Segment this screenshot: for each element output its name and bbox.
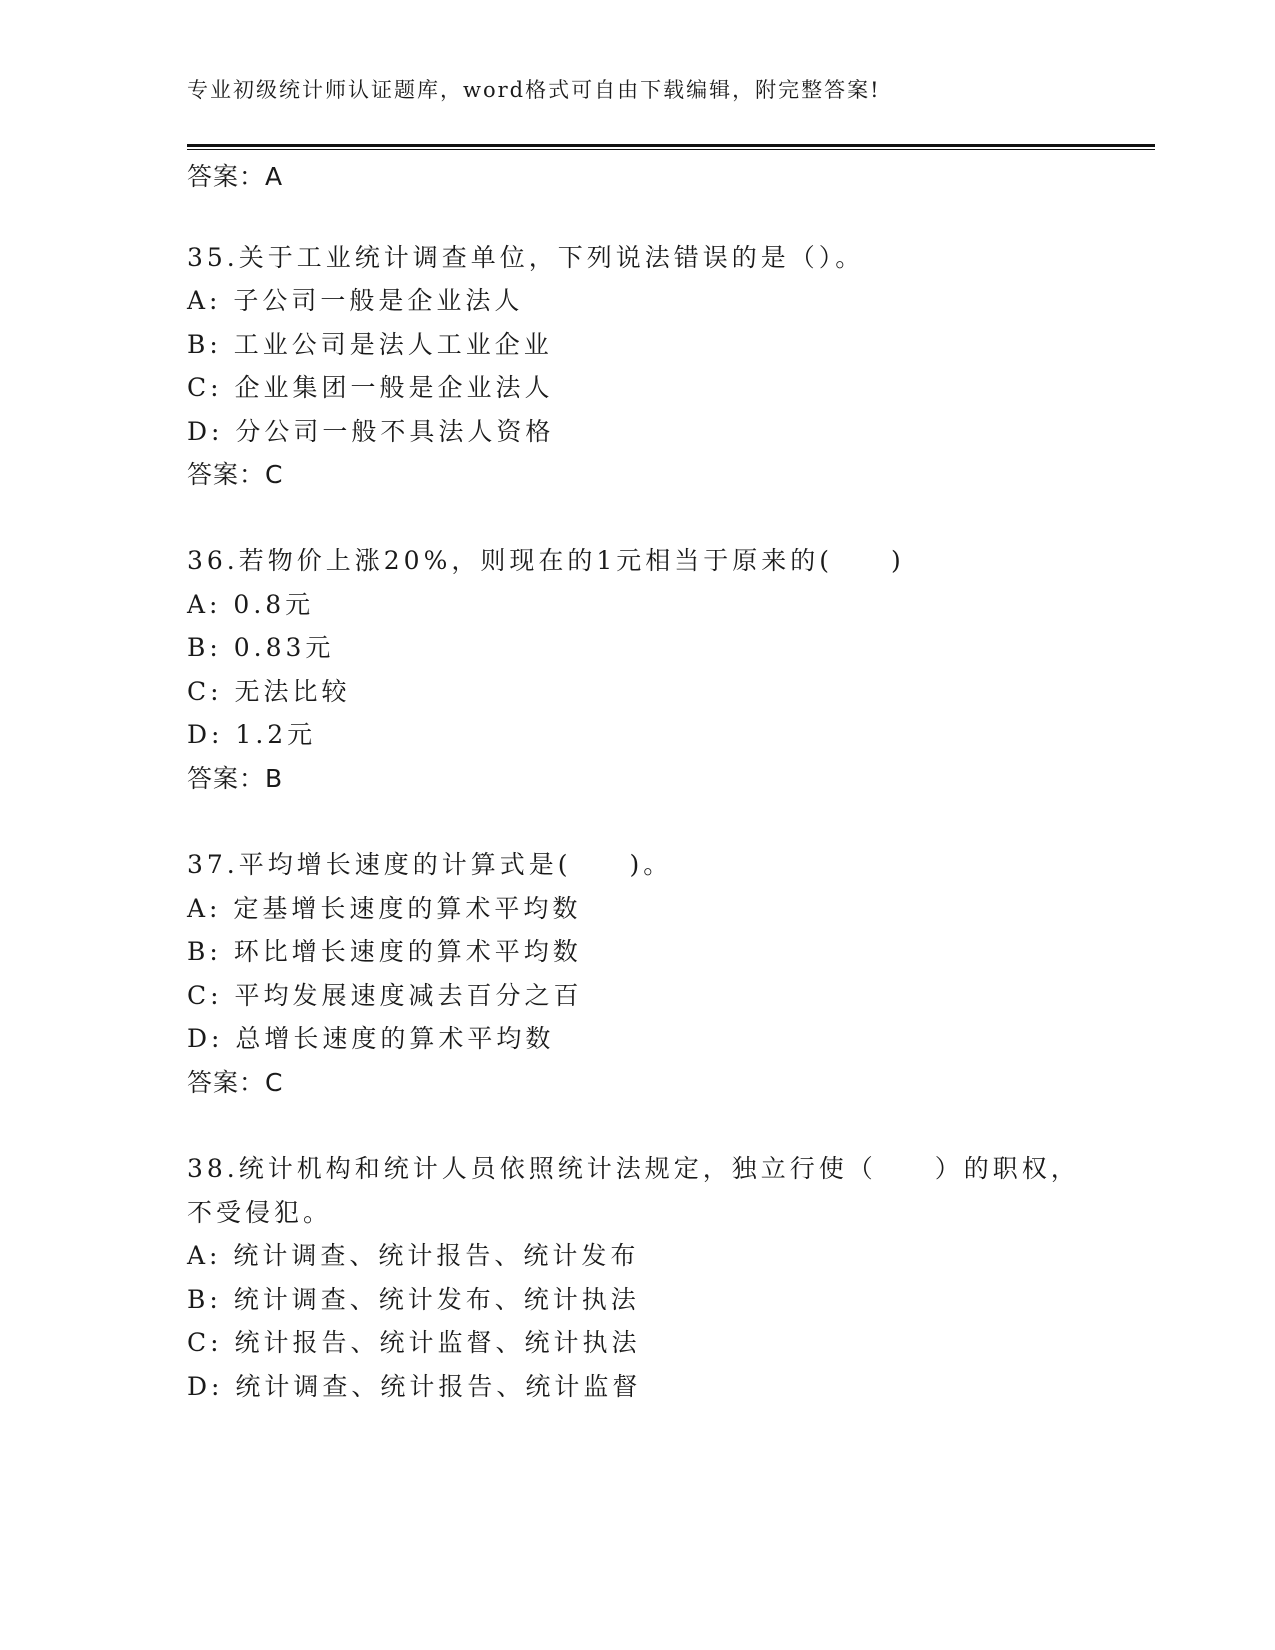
option-35-a: A: 子公司一般是企业法人	[187, 286, 524, 315]
question-36: 36.若物价上涨20%，则现在的1元相当于原来的( )	[187, 546, 905, 575]
option-36-c: C: 无法比较	[187, 677, 351, 706]
option-35-d: D: 分公司一般不具法人资格	[187, 417, 555, 446]
question-38: 38.统计机构和统计人员依照统计法规定，独立行使（ ）的职权，	[187, 1154, 1080, 1183]
answer-line: 答案：A	[187, 162, 284, 191]
header-rule-thick	[187, 144, 1155, 147]
option-38-d: D: 统计调查、统计报告、统计监督	[187, 1372, 642, 1401]
answer-36: 答案：B	[187, 764, 284, 793]
header-note: 专业初级统计师认证题库，word格式可自由下载编辑，附完整答案!	[187, 78, 881, 102]
option-37-c: C: 平均发展速度减去百分之百	[187, 981, 583, 1010]
option-36-b: B: 0.83元	[187, 633, 335, 662]
option-36-a: A: 0.8元	[187, 590, 315, 619]
option-36-d: D: 1.2元	[187, 720, 317, 749]
option-38-a: A: 统计调查、统计报告、统计发布	[187, 1241, 640, 1270]
option-35-c: C: 企业集团一般是企业法人	[187, 373, 554, 402]
option-38-b: B: 统计调查、统计发布、统计执法	[187, 1285, 640, 1314]
question-38-continued: 不受侵犯。	[187, 1198, 333, 1227]
question-37: 37.平均增长速度的计算式是( )。	[187, 850, 673, 879]
option-38-c: C: 统计报告、统计监督、统计执法	[187, 1328, 641, 1357]
option-37-d: D: 总增长速度的算术平均数	[187, 1024, 555, 1053]
header-rule-thin	[187, 149, 1155, 150]
option-37-b: B: 环比增长速度的算术平均数	[187, 937, 582, 966]
question-35: 35.关于工业统计调查单位，下列说法错误的是（）。	[187, 243, 865, 272]
answer-37: 答案：C	[187, 1068, 284, 1097]
answer-35: 答案：C	[187, 460, 284, 489]
option-37-a: A: 定基增长速度的算术平均数	[187, 894, 582, 923]
option-35-b: B: 工业公司是法人工业企业	[187, 330, 553, 359]
